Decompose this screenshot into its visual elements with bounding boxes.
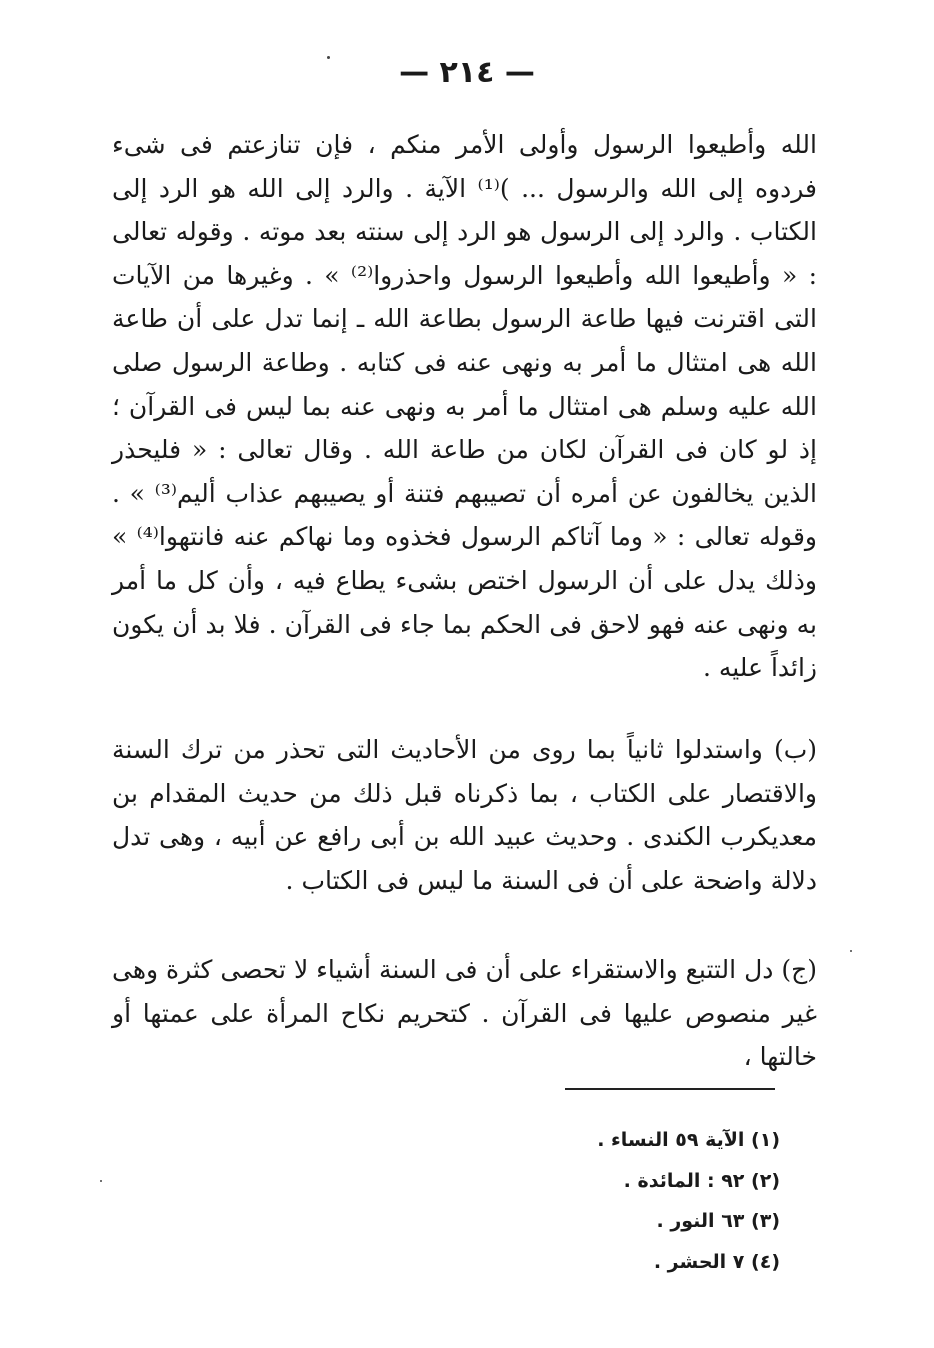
footnote-1: (١) الآية ٥٩ النساء . bbox=[597, 1129, 780, 1151]
print-speck bbox=[327, 56, 330, 59]
print-speck bbox=[850, 950, 852, 952]
footnote-4: (٤) ٧ الحشر . bbox=[653, 1250, 780, 1273]
footnote-3: (٣) ٦٣ النور . bbox=[656, 1210, 780, 1232]
footnote-2: (٢) ٩٢ : المائدة . bbox=[623, 1169, 780, 1192]
body-paragraph-1: الله وأطيعوا الرسول وأولى الأمر منكم ، فإن تنازعتم فى شىء فردوه إلى الله والرسول ... )⁽¹⁾ الآية . والرد إلى الله هو الرد إلى الكتاب . والرد إلى الرسول هو الرد إلى سنته بعد موته . وقوله تعالى : « وأطيعوا الله وأطيعوا الرسول واحذروا⁽²⁾ » . وغيرها من الآيات التى اقترنت فيها طاعة الرسول بطاعة الله ـ إنما تدل على أن طاعة الله هى امتثال ما أمر به ونهى عنه فى كتابه . وطاعة الرسول صلى الله عليه وسلم هى امتثال ما أمر به ونهى عنه بما ليس فى القرآن ؛ إذ لو كان فى القرآن لكان من طاعة الله . وقال تعالى : « فليحذر الذين يخالفون عن أمره أن تصيبهم فتنة أو يصيبهم عذاب أليم⁽³⁾ » . وقوله تعالى : « وما آتاكم الرسول فخذوه وما نهاكم عنه فانتهوا⁽⁴⁾ » وذلك يدل على أن الرسول اختص بشىء يطاع فيه ، وأن كل ما أمر به ونهى عنه فهو لاحق فى الحكم بما جاء فى القرآن . فلا بد أن يكون زائداً عليه . bbox=[112, 130, 818, 683]
body-paragraph-2: (ب) واستدلوا ثانياً بما روى من الأحاديث التى تحذر من ترك السنة والاقتصار على الكتاب ، بما ذكرناه قبل ذلك من حديث المقدام بن معديكرب الكندى . وحديث عبيد الله بن أبى رافع عن أبيه ، وهى تدل دلالة واضحة على أن فى السنة ما ليس فى الكتاب . bbox=[112, 735, 817, 895]
page-number: — ٢١٤ — bbox=[399, 55, 535, 90]
footnotes-list bbox=[380, 1120, 780, 1282]
body-paragraph-3: (ج) دل التتبع والاستقراء على أن فى السنة أشياء لا تحصى كثرة وهى غير منصوص عليها فى القرآن . كتحريم نكاح المرأة على عمتها أو خالتها ، bbox=[112, 955, 817, 1072]
footnote-divider bbox=[565, 1088, 775, 1090]
print-speck bbox=[100, 1180, 102, 1182]
